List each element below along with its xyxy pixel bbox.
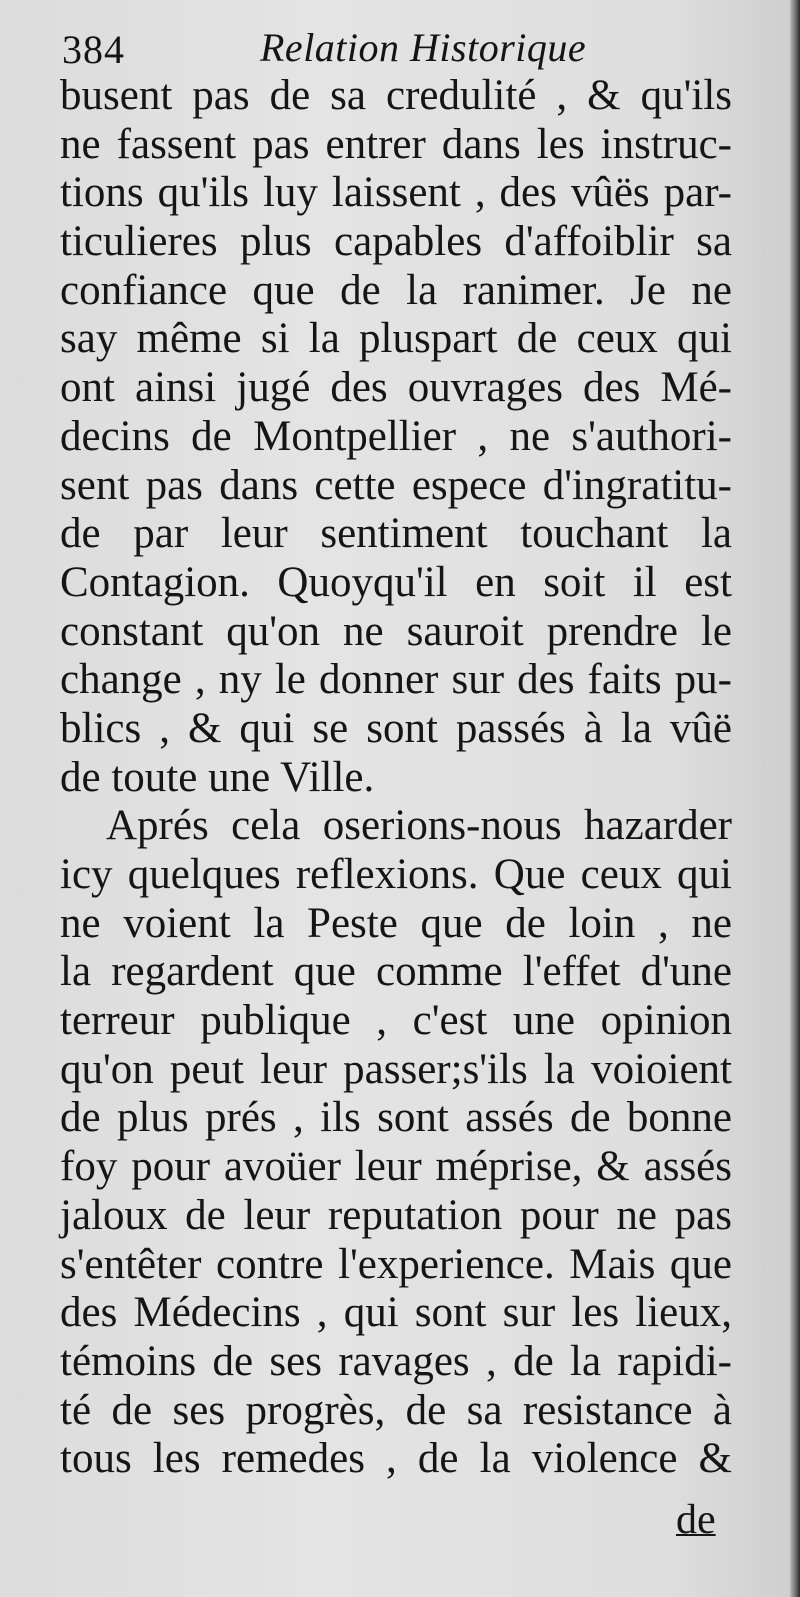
text-line: qu'on peut leur passer;s'ils la voioient — [60, 1045, 732, 1093]
text-line: Aprés cela oserions-nous hazarder — [106, 802, 732, 850]
text-line: de plus prés , ils sont assés de bonne — [60, 1094, 732, 1142]
text-line: jaloux de leur reputation pour ne pas — [60, 1191, 732, 1239]
text-line: ne fassent pas entrer dans les instruc- — [60, 120, 732, 168]
text-line: la regardent que comme l'effet d'une — [60, 948, 732, 996]
text-line: ont ainsi jugé des ouvrages des Mé- — [60, 364, 732, 412]
paragraph-1 — [60, 72, 732, 802]
text-line: blics , & qui se sont passés à la vûë — [60, 704, 732, 752]
text-line: des Médecins , qui sont sur les lieux, — [60, 1289, 732, 1337]
running-title: Relation Historique — [260, 25, 587, 70]
text-line: témoins de ses ravages , de la rapidi- — [60, 1337, 732, 1385]
page-edge-shadow — [790, 0, 800, 1597]
text-line: terreur publique , c'est une opinion — [60, 997, 732, 1045]
page-header — [62, 18, 742, 78]
text-line: foy pour avoüer leur méprise, & assés — [60, 1143, 732, 1191]
text-line: té de ses progrès, de sa resistance à — [60, 1386, 732, 1434]
text-line: Contagion. Quoyqu'il en soit il est — [60, 558, 732, 606]
text-line: icy quelques reflexions. Que ceux qui — [60, 851, 732, 898]
text-line: say même si la pluspart de ceux qui — [60, 315, 732, 363]
text-line: de par leur sentiment touchant la — [60, 510, 732, 558]
text-line: de toute une Ville. — [60, 753, 375, 801]
text-line: tous les remedes , de la violence & — [60, 1435, 732, 1483]
text-line: sent pas dans cette espece d'ingratitu- — [60, 461, 732, 509]
text-line: ne voient la Peste que de loin , ne — [60, 899, 732, 947]
text-line: constant qu'on ne sauroit prendre le — [60, 607, 732, 655]
page-number: 384 — [62, 27, 125, 72]
text-line: decins de Montpellier , ne s'authori- — [60, 412, 732, 460]
text-line: s'entêter contre l'experience. Mais que — [60, 1240, 732, 1288]
text-line: ticulieres plus capables d'affoiblir sa — [60, 218, 732, 266]
paragraph-2 — [60, 802, 732, 1484]
catchword: de — [676, 1497, 716, 1543]
text-line: busent pas de sa credulité , & qu'ils — [60, 72, 732, 119]
text-line: change , ny le donner sur des faits pu- — [60, 656, 732, 704]
text-line: confiance que de la ranimer. Je ne — [60, 266, 732, 314]
body-text — [60, 72, 732, 1484]
text-line: tions qu'ils luy laissent , des vûës par- — [60, 169, 732, 217]
